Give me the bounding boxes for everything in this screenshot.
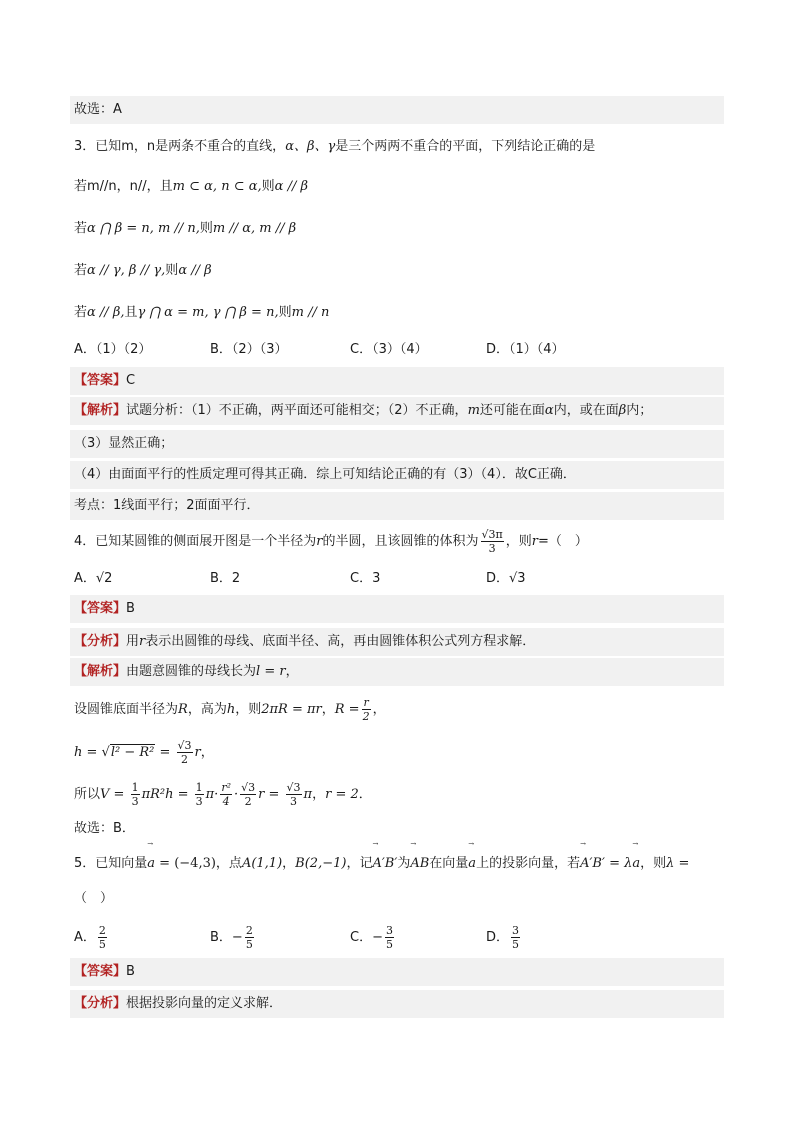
- q5-vector-value: = (−4,3): [155, 856, 216, 871]
- fraction: [195, 782, 204, 807]
- q4-solution-math: V =: [100, 787, 129, 802]
- q4-option-c[interactable]: C．3: [350, 571, 381, 586]
- q3-s4-text: 则: [278, 305, 292, 320]
- q4-solution-text: ，: [372, 702, 386, 717]
- q4-solution-text: ，高为: [187, 702, 227, 717]
- fraction-denominator: 5: [98, 938, 106, 951]
- fraction-denominator: 2: [181, 753, 189, 766]
- q4-var-r: r: [194, 745, 201, 760]
- q5-stem-part: ，: [282, 856, 296, 871]
- radicand: l² − R²: [110, 745, 155, 760]
- vector-ab: → AB: [410, 850, 429, 878]
- fraction-numerator: r: [363, 696, 369, 709]
- q3-s4-math: m // n: [291, 305, 330, 320]
- q4-option-a[interactable]: A．√2: [74, 571, 113, 586]
- q3-s3-text: 若: [74, 263, 88, 278]
- q3-statement-4: [74, 299, 728, 327]
- q3-s4-math: γ ⋂ α = m, γ ⋂ β = n,: [137, 305, 279, 320]
- q3-analysis-text: （3）显然正确；: [74, 436, 174, 451]
- q3-s3-math: α // γ, β // γ,: [87, 263, 166, 278]
- q3-analysis-line-1: [70, 397, 724, 425]
- q3-statement-3: [74, 257, 728, 285]
- vector-a: → a: [468, 850, 476, 878]
- fraction-numerator: √3: [177, 739, 192, 752]
- q3-greek-planes: α、β、γ: [285, 139, 336, 154]
- q3-analysis-text: （4）由面面平行的性质定理可得其正确．综上可知结论正确的有（3）（4）．故C正确．: [74, 467, 576, 482]
- q3-options: [74, 336, 724, 364]
- q4-solution-text: 所以: [74, 787, 101, 802]
- q3-option-d[interactable]: D．（1）（4）: [486, 342, 565, 357]
- answer-tag: 【答案】: [74, 964, 127, 979]
- fraction-numerator: 3: [512, 924, 520, 937]
- q5-point-b: B(2,−1): [295, 856, 347, 871]
- option-fraction: [385, 925, 394, 950]
- q4-solution-text: ，: [321, 702, 335, 717]
- vector-a: → a: [632, 850, 640, 878]
- q3-s2-math: α ⋂ β = n, m // n,: [87, 221, 200, 236]
- fraction-numerator: r²: [221, 781, 231, 794]
- fraction-denominator: 2: [244, 795, 252, 808]
- q4-solution-math: 2πR = πr: [261, 702, 322, 717]
- vector-a: → a: [147, 850, 155, 878]
- q3-s1-text: 若m//n，n//，且: [74, 179, 173, 194]
- q3-s1-math: α // β: [274, 179, 308, 194]
- q4-var-h: h: [226, 702, 236, 717]
- q3-analysis-text: 内；: [626, 403, 653, 418]
- q4-solution-math: h =: [74, 745, 102, 760]
- fraction-numerator: 2: [98, 924, 106, 937]
- q5-point-a: A(1,1): [241, 856, 283, 871]
- q3-s2-text: 则: [199, 221, 213, 236]
- q5-option-c[interactable]: [350, 918, 396, 958]
- sqrt-symbol: √l² − R²: [101, 745, 155, 760]
- option-fraction: [511, 925, 520, 950]
- fraction-numerator: 1: [131, 781, 139, 794]
- q4-solution-text: ．: [358, 787, 372, 802]
- q4-var-r: r: [316, 534, 323, 549]
- fraction: [131, 782, 140, 807]
- q3-s1-math: m ⊂ α, n ⊂ α,: [172, 179, 262, 194]
- fraction-denominator: 5: [385, 938, 393, 951]
- q5-stem-part: 5．已知向量: [74, 856, 148, 871]
- q5-answer-value: B: [126, 964, 135, 979]
- q5-stem-part: 在向量: [429, 856, 469, 871]
- fraction: [220, 782, 232, 807]
- q5-stem-part: ，则: [640, 856, 667, 871]
- q3-s3-text: 则: [165, 263, 179, 278]
- q4-solution-math: r = 2: [325, 787, 359, 802]
- fraction-numerator: 3: [385, 924, 393, 937]
- q5-option-b[interactable]: [210, 918, 256, 958]
- option-label: B．−: [210, 930, 243, 945]
- fraction-numerator: 2: [245, 924, 253, 937]
- q5-paren-line: [74, 885, 728, 913]
- q2-final-answer: [70, 96, 724, 124]
- q5-lambda-eq: = λ: [604, 856, 633, 871]
- q3-statement-1: [74, 173, 728, 201]
- fraction-denominator: 2: [362, 710, 370, 723]
- q3-stem-part: 是三个两两不重合的平面，下列结论正确的是: [335, 139, 596, 154]
- q4-final-answer: [74, 815, 728, 843]
- option-fraction: [98, 925, 107, 950]
- q4-stem-part: 的半圆，且该圆锥的体积为: [322, 534, 479, 549]
- q4-option-b[interactable]: B．2: [210, 571, 241, 586]
- q3-answer-value: C: [126, 373, 136, 388]
- q3-analysis-text: 试题分析：（1）不正确，两平面还可能相交；（2）不正确，: [126, 403, 468, 418]
- fraction-numerator: √3π: [481, 528, 503, 541]
- q3-s4-math: α // β,: [87, 305, 125, 320]
- fraction-denominator: 3: [290, 795, 298, 808]
- q5-fenxi: [70, 990, 724, 1018]
- q4-final-text: 故选：B．: [74, 821, 135, 836]
- option-label: C．−: [350, 930, 383, 945]
- q5-blank-paren: （ ）: [74, 891, 114, 906]
- q4-volume-fraction: [481, 529, 504, 554]
- q3-s1-text: 则: [261, 179, 275, 194]
- q5-answer: [70, 958, 724, 986]
- fraction-denominator: 5: [245, 938, 253, 951]
- q3-statement-2: [74, 215, 728, 243]
- q5-fenxi-text: 根据投影向量的定义求解．: [126, 996, 283, 1011]
- q3-s2-math: m // α, m // β: [212, 221, 297, 236]
- fenxi-tag: 【分析】: [74, 634, 127, 649]
- q3-kaodian-text: 考点：1线面平行；2面面平行．: [74, 498, 260, 513]
- q4-solution-line-4: [74, 775, 728, 815]
- q4-solution-math: r =: [258, 787, 284, 802]
- fraction-numerator: √3: [286, 781, 301, 794]
- q4-options: [74, 565, 724, 593]
- fraction-numerator: 1: [195, 781, 203, 794]
- fraction: [240, 782, 256, 807]
- q4-solution-text: ，: [312, 787, 326, 802]
- fraction-denominator: 3: [131, 795, 139, 808]
- q4-jiexi: [70, 658, 724, 686]
- q3-s4-text: 若: [74, 305, 88, 320]
- q3-stem: [74, 133, 728, 161]
- q5-stem-part: 为: [397, 856, 411, 871]
- q5-stem-part: 上的投影向量，若: [476, 856, 581, 871]
- q3-answer: [70, 367, 724, 395]
- option-label: A．: [74, 930, 96, 945]
- q5-options: [74, 918, 724, 958]
- q3-option-b[interactable]: B．（2）（3）: [210, 342, 288, 357]
- fraction-numerator: √3: [241, 781, 256, 794]
- q3-analysis-math: m: [467, 403, 480, 418]
- fraction-denominator: 5: [512, 938, 520, 951]
- q4-option-d[interactable]: D．√3: [486, 571, 526, 586]
- q4-fenxi-text: 表示出圆锥的母线、底面半径、高，再由圆锥体积公式列方程求解．: [145, 634, 536, 649]
- q3-analysis-math: β: [618, 403, 627, 418]
- q5-option-a[interactable]: [74, 918, 109, 958]
- answer-tag: 【答案】: [74, 373, 127, 388]
- q3-analysis-line-2: [70, 430, 724, 458]
- fraction-denominator: 4: [222, 795, 230, 808]
- q2-final-text: 故选：A: [74, 102, 122, 117]
- q4-var-r: r: [139, 634, 146, 649]
- q3-option-a[interactable]: A．（1）（2）: [74, 342, 152, 357]
- fraction: [286, 782, 302, 807]
- option-label: D．: [486, 930, 510, 945]
- q4-var-R: R: [178, 702, 188, 717]
- q4-var-r: r: [531, 534, 538, 549]
- q4-R-fraction: [362, 697, 371, 722]
- q3-s4-text: 且: [124, 305, 138, 320]
- q3-s3-math: α // β: [178, 263, 212, 278]
- analysis-tag: 【解析】: [74, 403, 127, 418]
- q3-s2-text: 若: [74, 221, 88, 236]
- q3-analysis-text: 内，或在面: [553, 403, 619, 418]
- q4-solution-text: ，则: [235, 702, 262, 717]
- q4-fenxi: [70, 628, 724, 656]
- q5-option-d[interactable]: [486, 918, 522, 958]
- q4-solution-math: π: [303, 787, 313, 802]
- q4-jiexi-math: l = r: [256, 664, 286, 679]
- answer-tag: 【答案】: [74, 601, 127, 616]
- q4-solution-text: ，: [200, 745, 214, 760]
- q5-stem: [74, 850, 728, 878]
- q5-lambda: λ: [666, 856, 675, 871]
- q4-stem-part: =（ ）: [538, 534, 588, 549]
- q5-stem-part: =: [674, 856, 690, 871]
- jiexi-tag: 【解析】: [74, 664, 127, 679]
- q3-analysis-line-3: [70, 461, 724, 489]
- q4-stem-part: ，则: [505, 534, 532, 549]
- q4-stem: [74, 522, 728, 562]
- q4-solution-line-2: [74, 690, 728, 730]
- q4-jiexi-text: ，: [285, 664, 299, 679]
- option-fraction: [245, 925, 254, 950]
- q4-fenxi-text: 用: [126, 634, 140, 649]
- q3-analysis-math: α: [544, 403, 554, 418]
- q3-stem-part: 3．已知m，n是两条不重合的直线，: [74, 139, 286, 154]
- q4-stem-part: 4．已知某圆锥的侧面展开图是一个半径为: [74, 534, 317, 549]
- q3-analysis-text: 还可能在面: [479, 403, 545, 418]
- q5-stem-part: ，记: [346, 856, 373, 871]
- q4-solution-math: π·: [205, 787, 219, 802]
- vector-projection: → A′B′: [580, 850, 605, 878]
- q4-solution-math: R =: [334, 702, 360, 717]
- q4-solution-math: πR²h =: [141, 787, 193, 802]
- q4-solution-text: 设圆锥底面半径为: [74, 702, 179, 717]
- fenxi-tag: 【分析】: [74, 996, 127, 1011]
- fraction-denominator: 3: [488, 542, 496, 555]
- q4-answer-value: B: [126, 601, 135, 616]
- fraction-denominator: 3: [195, 795, 203, 808]
- vector-projection: → A′B′: [372, 850, 397, 878]
- q4-solution-line-3: [74, 733, 728, 773]
- q4-solution-math: =: [155, 745, 175, 760]
- q3-kaodian: [70, 492, 724, 520]
- q4-h-fraction: [177, 740, 193, 765]
- q4-jiexi-text: 由题意圆锥的母线长为: [126, 664, 257, 679]
- q5-stem-part: ，点: [215, 856, 242, 871]
- q4-solution-math: ·: [234, 787, 239, 802]
- q4-answer: [70, 595, 724, 623]
- q3-option-c[interactable]: C．（3）（4）: [350, 342, 428, 357]
